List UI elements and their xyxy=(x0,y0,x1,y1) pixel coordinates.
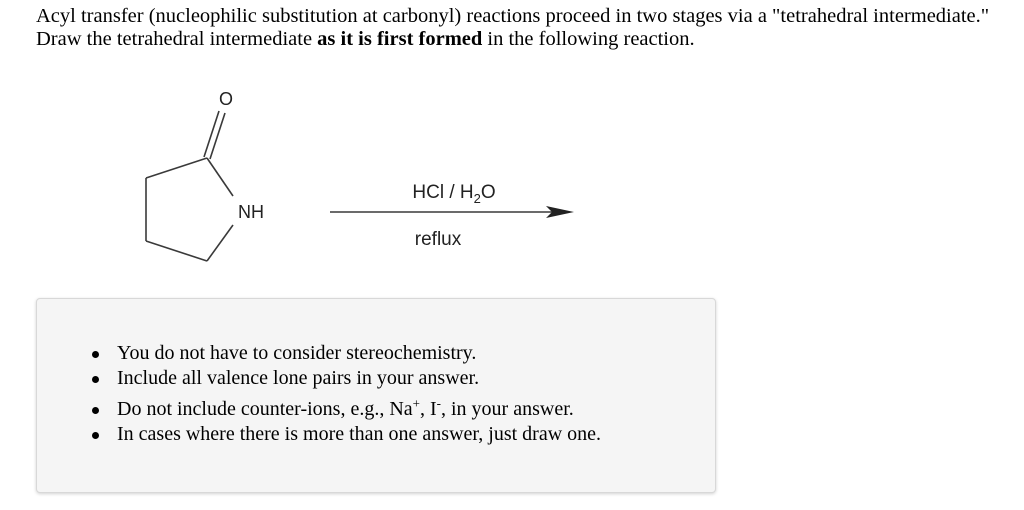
ring-bond-c4-c3 xyxy=(146,241,207,261)
instruction-one-answer: In cases where there is more than one answer, just draw one. xyxy=(87,422,601,447)
counter-ions-suffix: , in your answer. xyxy=(441,398,574,420)
ring-bond-c3-n xyxy=(207,225,233,261)
carbonyl-double-bond-b xyxy=(210,113,225,159)
question-text-start: Acyl transfer (nucleophilic substitution at carbonyl) reactions proceed in two stages via a "tetrahedral intermediate." Draw the tetrahedral intermediate xyxy=(36,5,990,50)
instructions-list xyxy=(87,341,601,447)
iodide-charge: - xyxy=(436,395,441,411)
reagent-suffix: O xyxy=(480,182,496,203)
amide-nitrogen-label: NH xyxy=(238,202,264,222)
ring-bond-c1-c5 xyxy=(146,158,207,178)
instructions-box xyxy=(36,298,716,493)
question-text-end: in the following reaction. xyxy=(482,28,695,50)
question-emphasis: as it is first formed xyxy=(317,28,483,50)
instruction-lone-pairs: Include all valence lone pairs in your answer. xyxy=(87,366,601,391)
reagent-subscript: 2 xyxy=(473,191,481,206)
counter-ions-mid: , I xyxy=(419,398,437,420)
reagent-label xyxy=(412,182,495,206)
condition-label: reflux xyxy=(414,229,462,250)
ring-bond-n-c1 xyxy=(207,158,233,196)
carbonyl-double-bond-a xyxy=(204,111,219,157)
carbonyl-oxygen-label: O xyxy=(218,89,234,109)
counter-ions-prefix: Do not include counter-ions, e.g., Na xyxy=(117,398,413,420)
sodium-charge: + xyxy=(412,395,420,411)
instruction-counter-ions xyxy=(87,397,601,422)
instruction-stereochemistry: You do not have to consider stereochemistry. xyxy=(87,341,601,366)
pyrrolidinone-structure xyxy=(146,111,233,261)
reaction-arrow xyxy=(330,206,574,218)
reagent-prefix: HCl / H xyxy=(412,182,474,203)
